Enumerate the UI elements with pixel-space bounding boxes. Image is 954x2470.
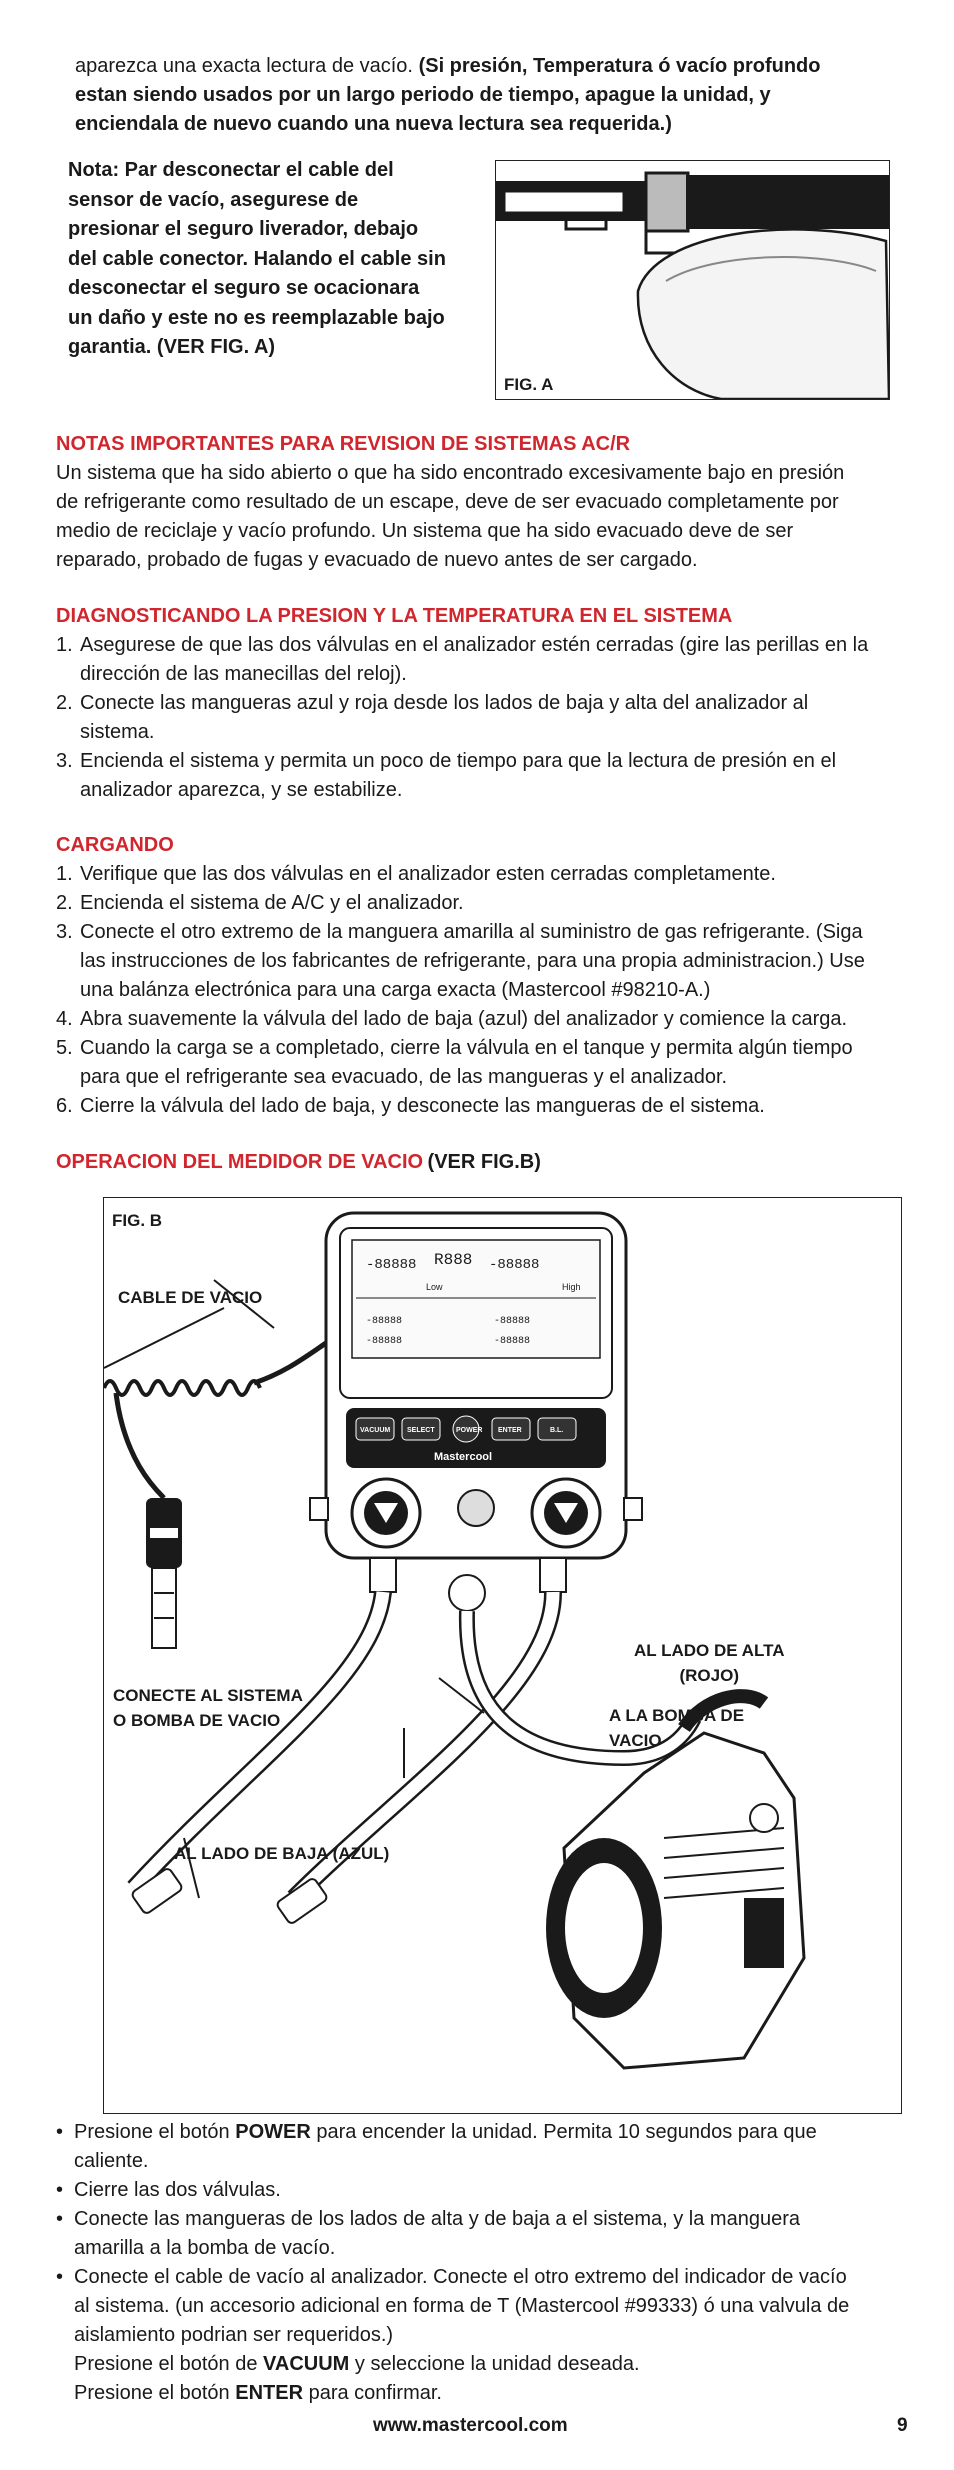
paragraph-line: de refrigerante como resultado de un escape, deve de ser evacuado completamente por	[56, 491, 839, 513]
nota-block	[68, 156, 468, 363]
list-item: 1. Verifique que las dos válvulas en el analizador esten cerradas completamente.	[56, 863, 776, 885]
section-heading: NOTAS IMPORTANTES PARA REVISION DE SISTEMAS AC/R	[56, 433, 631, 455]
instructions-bullets	[56, 2118, 916, 2408]
list-item: 1. Asegurese de que las dos válvulas en el analizador estén cerradas (gire las perillas en la dirección de las manecillas del reloj).	[56, 634, 869, 685]
nota-line: garantia. (VER FIG. A)	[68, 336, 276, 358]
svg-text:-88888: -88888	[494, 1336, 531, 1347]
svg-text:-88888: -88888	[489, 1257, 540, 1273]
section-heading: OPERACION DEL MEDIDOR DE VACIO	[56, 1151, 424, 1173]
svg-text:-88888: -88888	[494, 1316, 531, 1327]
bullet-item: • Presione el botón POWER para encender la unidad. Permita 10 segundos para que caliente.	[56, 2121, 817, 2172]
callout-cable: CABLE DE VACIO	[118, 1288, 263, 1307]
section-operacion-heading	[56, 1148, 916, 1177]
paragraph-line: reparado, probado de fugas y evacuado de nuevo antes de ser cargado.	[56, 549, 698, 571]
svg-text:R888: R888	[434, 1251, 473, 1269]
list-item: 2. Conecte las mangueras azul y roja desde los lados de baja y alta del analizador al sistema.	[56, 692, 809, 743]
nota-line: sensor de vacío, asegurese de	[68, 188, 359, 211]
bullet-item: • Cierre las dos válvulas.	[56, 2179, 281, 2201]
brand-label: Mastercool	[434, 1451, 493, 1463]
nota-line: presionar el seguro liverador, debajo	[68, 218, 419, 240]
section-heading-ref: (VER FIG.B)	[427, 1151, 541, 1173]
section-notas-importantes	[56, 430, 916, 575]
list-item: 6. Cierre la válvula del lado de baja, y desconecte las mangueras de el sistema.	[56, 1095, 765, 1117]
connector-illustration	[496, 161, 889, 399]
lcd-high-label: High	[562, 1282, 581, 1292]
paragraph-line: Un sistema que ha sido abierto o que ha sido encontrado excesivamente bajo en presión	[56, 462, 845, 484]
intro-paragraph	[75, 52, 875, 139]
numbered-list	[56, 860, 916, 1121]
power-button-label: POWER	[456, 1427, 483, 1434]
nota-line: desconectar el seguro se ocacionara	[68, 277, 420, 299]
figure-a	[495, 160, 890, 400]
list-item: 2. Encienda el sistema de A/C y el analizador.	[56, 892, 464, 914]
select-button-label: SELECT	[407, 1427, 435, 1434]
list-item: 5. Cuando la carga se a completado, cierre la válvula en el tanque y permita algún tiempo para que el refrigerante sea evacuado, de las mangueras y el analizador.	[56, 1037, 853, 1088]
list-item: 3. Encienda el sistema y permita un poco de tiempo para que la lectura de presión en el analizador aparezca, y se estabilize.	[56, 750, 837, 801]
paragraph-line: medio de reciclaje y vacío profundo. Un sistema que ha sido evacuado deve de ser	[56, 520, 794, 542]
intro-normal: aparezca una exacta lectura de vacío.	[75, 55, 413, 77]
nota-line: del cable conector. Halando el cable sin	[68, 247, 446, 270]
page-number: 9	[897, 2415, 908, 2436]
bullet-list	[56, 2118, 916, 2408]
bullet-item: • Conecte el cable de vacío al analizador. Conecte el otro extremo del indicador de vacío al sistema. (un accesorio adicional en forma de T (Mastercool #99333) ó una valvula de aislamiento podrian ser requeridos.) Presione el botón de VACUUM y seleccione la unidad deseada. Presione el botón ENTER para confirmar.	[56, 2266, 850, 2404]
list-item: 4. Abra suavemente la válvula del lado de baja (azul) del analizador y comience la carga.	[56, 1008, 848, 1030]
svg-text:-88888: -88888	[366, 1257, 417, 1273]
section-cargando	[56, 831, 916, 1121]
callout-baja: AL LADO DE BAJA (AZUL)	[174, 1844, 390, 1863]
nota-line: Nota: Par desconectar el cable del	[68, 159, 394, 181]
enter-button-label: ENTER	[498, 1427, 522, 1434]
section-heading: DIAGNOSTICANDO LA PRESION Y LA TEMPERATURA EN EL SISTEMA	[56, 605, 733, 627]
footer-url: www.mastercool.com	[373, 2415, 568, 2436]
bl-button-label: B.L.	[550, 1427, 564, 1434]
list-item: 3. Conecte el otro extremo de la manguera amarilla al suministro de gas refrigerante. (Siga las instrucciones de los fabricantes de refrigerante, para una propia administracion.) Use una balánza electrónica para una carga exacta (Mastercool #98210-A.)	[56, 921, 865, 1001]
callout-conecte: CONECTE AL SISTEMA O BOMBA DE VACIO	[113, 1686, 303, 1730]
callout-alta: AL LADO DE ALTA (ROJO)	[634, 1641, 785, 1685]
svg-text:-88888: -88888	[366, 1316, 403, 1327]
figure-a-label: FIG. A	[504, 375, 554, 394]
section-heading: CARGANDO	[56, 834, 174, 856]
intro-bold: (Si presión, Temperatura ó vacío profundo estan siendo usados por un largo periodo de tiempo, apague la unidad, y enciendala de nuevo cuando una nueva lectura sea requerida.)	[75, 55, 821, 135]
bullet-item: • Conecte las mangueras de los lados de alta y de baja a el sistema, y la manguera amarilla a la bomba de vacío.	[56, 2208, 800, 2259]
vacuum-button-label: VACUUM	[360, 1427, 391, 1434]
figure-b-label: FIG. B	[112, 1211, 163, 1230]
section-diagnosticando	[56, 602, 916, 805]
figure-b	[103, 1197, 902, 2114]
svg-text:-88888: -88888	[366, 1336, 403, 1347]
numbered-list	[56, 631, 916, 805]
nota-line: un daño y este no es reemplazable bajo	[68, 306, 445, 329]
callout-bomba: A LA BOMBA DE VACIO	[609, 1706, 745, 1750]
lcd-low-label: Low	[426, 1282, 443, 1292]
